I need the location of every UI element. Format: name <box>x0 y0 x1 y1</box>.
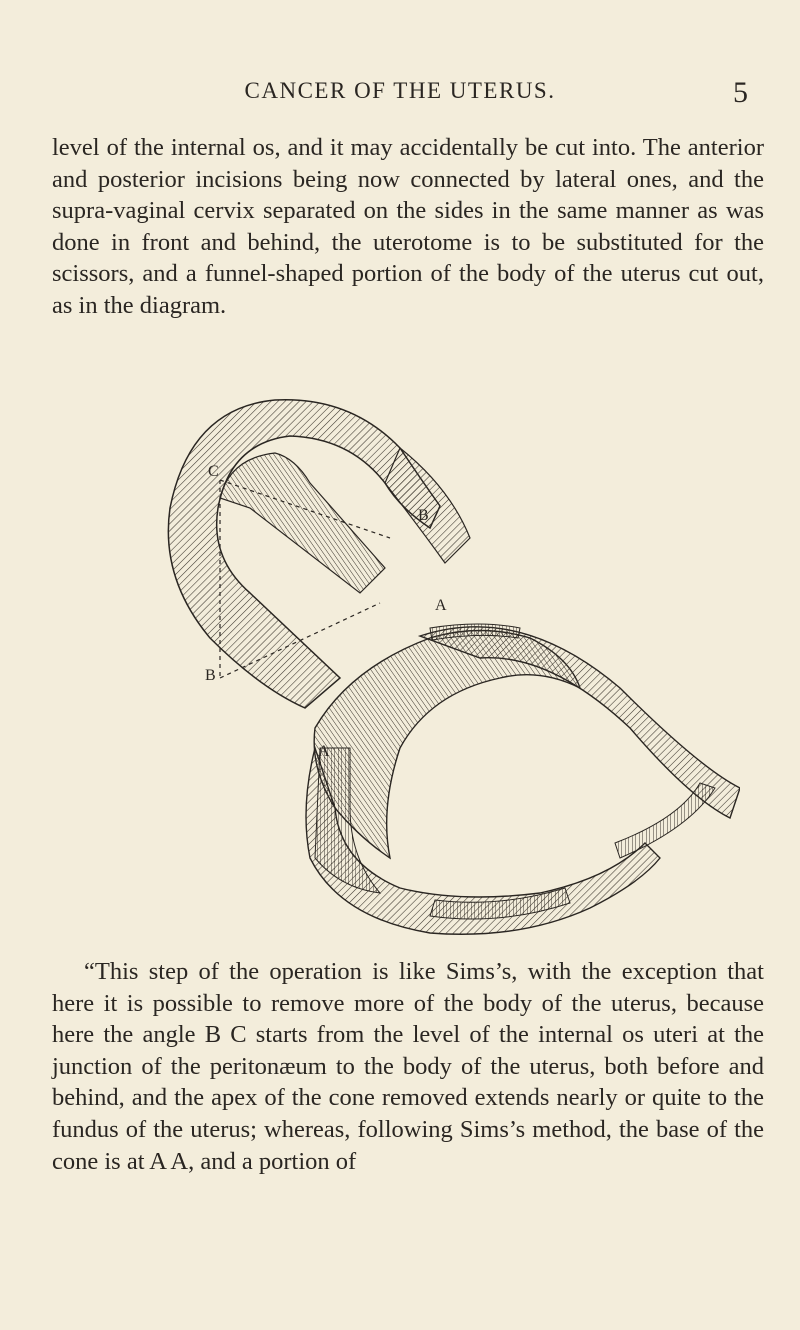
running-head <box>0 78 800 112</box>
label-b-lower: B <box>205 667 216 684</box>
label-a-right: A <box>435 597 447 614</box>
paragraph-1: level of the internal os, and it may accidentally be cut into. The anterior and posterior incisions being now connected by lateral ones, and the supra-vaginal cervix separated on the sides in the same manner as was done in front and behind, the uterotome is to be substituted for the scissors, and a funnel-shaped portion of the body of the uterus cut out, as in the diagram. <box>52 134 764 319</box>
uterus-diagram <box>100 388 740 948</box>
paragraph-2: “This step of the operation is like Sims’s, with the exception that here it is possible to remove more of the body of the uterus, because here the angle B C starts from the level of the internal os uteri at the junction of the peritonæum to the body of the uterus, both before and behind, and the apex of the cone removed extends nearly or quite to the fundus of the uterus; whereas, following Sims’s method, the base of the cone is at A A, and a portion of <box>52 958 764 1175</box>
excised-cone <box>220 453 385 593</box>
right-rib-band <box>615 783 715 858</box>
uterus-diagram-svg <box>100 388 740 948</box>
running-title: CANCER OF THE UTERUS. <box>244 78 556 103</box>
right-tissue <box>385 448 470 563</box>
label-a-left: A <box>318 743 330 760</box>
label-c: C <box>208 463 219 480</box>
label-b-upper: B <box>418 507 429 524</box>
page-number: 5 <box>733 76 748 109</box>
